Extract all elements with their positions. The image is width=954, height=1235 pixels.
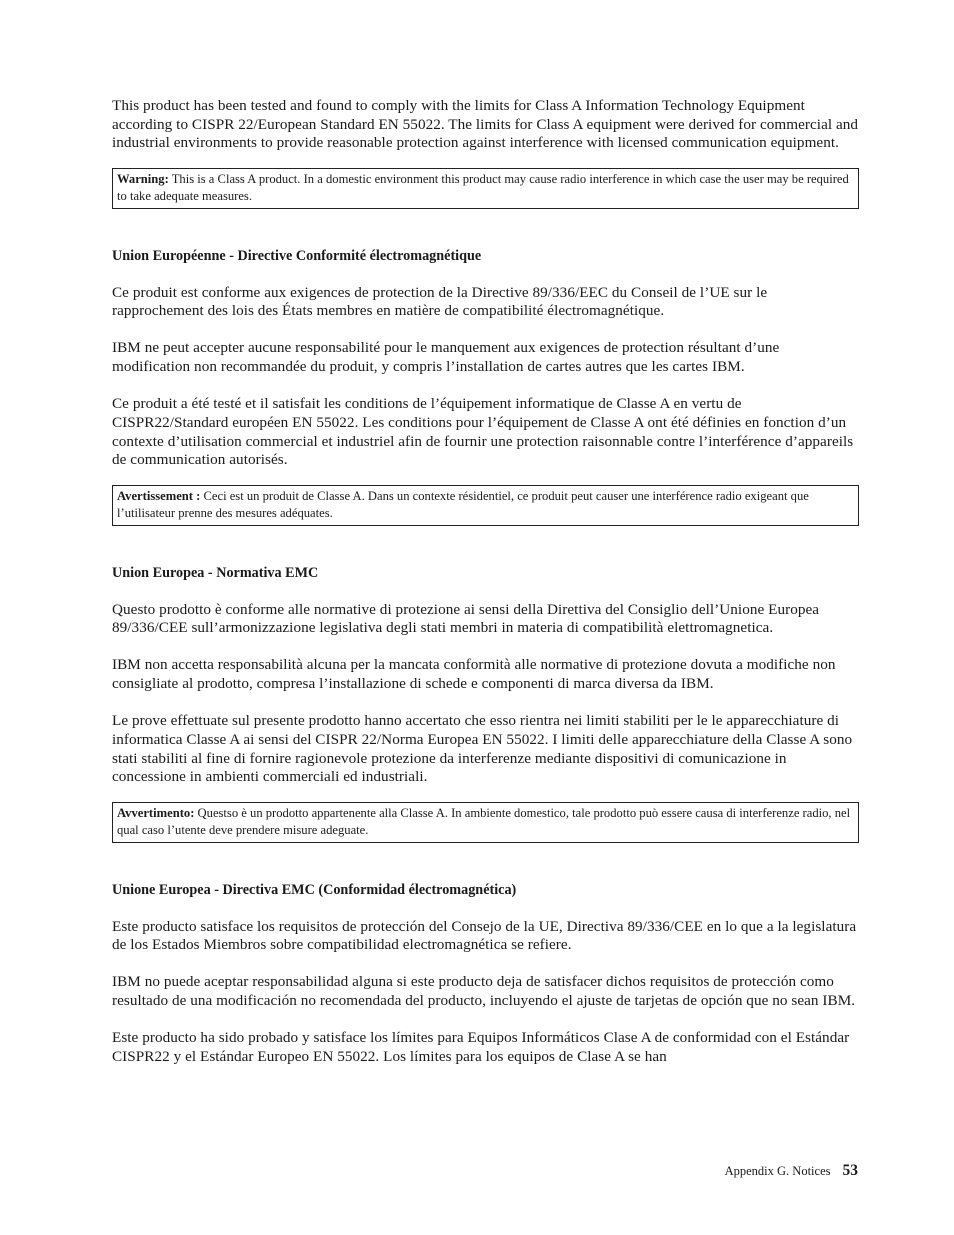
footer-section-label: Appendix G. Notices: [724, 1164, 831, 1178]
section-heading-fr: Union Européenne - Directive Conformité électromagnétique: [112, 248, 482, 265]
warning-notice-it: [112, 802, 859, 843]
paragraph-fr-2: IBM ne peut accepter aucune responsabilité pour le manquement aux exigences de protection résultant d’une modification non recommandée du produit, y compris l’installation de cartes autres que les cartes IBM.: [112, 339, 780, 376]
warning-label-it: Avvertimento:: [117, 805, 195, 820]
warning-notice-en: [112, 168, 859, 209]
warning-notice-fr: [112, 485, 859, 526]
paragraph-es-2: IBM no puede aceptar responsabilidad alguna si este producto deja de satisfacer dichos requisitos de protección como resultado de una modificación no recomendada del producto, incluyendo el ajuste de tarjetas de opción que no sean IBM.: [112, 973, 856, 1010]
warning-label: Warning:: [117, 171, 169, 186]
warning-text: This is a Class A product. In a domestic environment this product may cause radio interference in which case the user may be required to take adequate measures.: [117, 171, 849, 203]
paragraph-es-1: Este producto satisface los requisitos de protección del Consejo de la UE, Directiva 89/336/CEE en lo que a la legislatura de los Estados Miembros sobre compatibilidad electromagnética se refiere.: [112, 917, 857, 954]
section-heading-it: Union Europea - Normativa EMC: [112, 565, 319, 582]
warning-label-fr: Avertissement :: [117, 488, 201, 503]
intro-paragraph: This product has been tested and found to comply with the limits for Class A Information Technology Equipment according to CISPR 22/European Standard EN 55022. The limits for Class A equipment were derived for commercial and industrial environments to provide reasonable protection against interference with licensed communication equipment.: [112, 97, 859, 152]
section-heading-es: Unione Europea - Directiva EMC (Conformidad électromagnética): [112, 882, 517, 899]
warning-text-fr: Ceci est un produit de Classe A. Dans un contexte résidentiel, ce produit peut causer une interférence radio exigeant que l’utilisateur prenne des mesures adéquates.: [117, 488, 809, 520]
page-number: 53: [842, 1162, 858, 1179]
page-footer: [0, 1162, 858, 1180]
paragraph-es-3: Este producto ha sido probado y satisface los límites para Equipos Informáticos Clase A de conformidad con el Estándar CISPR22 y el Estándar Europeo EN 55022. Los límites para los equipos de Clase A se han: [112, 1029, 850, 1066]
paragraph-fr-1: Ce produit est conforme aux exigences de protection de la Directive 89/336/EEC du Conseil de l’UE sur le rapprochement des lois des États membres en matière de compatibilité électromagnétique.: [112, 283, 768, 320]
paragraph-fr-3: Ce produit a été testé et il satisfait les conditions de l’équipement informatique de Classe A en vertu de CISPR22/Standard européen EN 55022. Les conditions pour l’équipement de Classe A ont été définies en fonction d’un contexte d’utilisation commercial et industriel afin de fournir une protection raisonnable contre l’interférence d’appareils de communication autorisés.: [112, 395, 854, 469]
document-body: [112, 97, 859, 1085]
warning-text-it: Questso è un prodotto appartenente alla Classe A. In ambiente domestico, tale prodotto può essere causa di interferenze radio, nel qual caso l’utente deve prendere misure adeguate.: [117, 805, 851, 837]
paragraph-it-1: Questo prodotto è conforme alle normative di protezione ai sensi della Direttiva del Consiglio dell’Unione Europea 89/336/CEE sull’armonizzazione legislativa degli stati membri in materia di compatibilità elettromagnetica.: [112, 600, 820, 637]
paragraph-it-3: Le prove effettuate sul presente prodotto hanno accertato che esso rientra nei limiti stabiliti per le le apparecchiature di informatica Classe A ai sensi del CISPR 22/Norma Europea EN 55022. I limiti delle apparecchiature della Classe A sono stati stabiliti al fine di fornire ragionevole protezione da interferenze mediante dispositivi di comunicazione in concessione in ambienti commerciali ed industriali.: [112, 712, 853, 786]
paragraph-it-2: IBM non accetta responsabilità alcuna per la mancata conformità alle normative di protezione dovuta a modifiche non consigliate al prodotto, compresa l’installazione di schede e componenti di marca diversa da IBM.: [112, 656, 836, 693]
